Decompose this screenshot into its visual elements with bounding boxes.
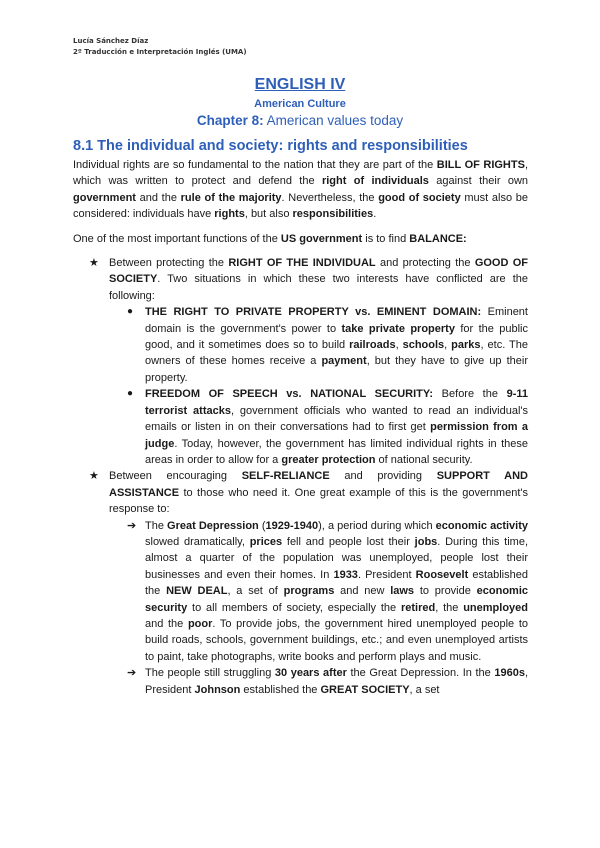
star-list bbox=[73, 255, 528, 698]
section-heading: 8.1 The individual and society: rights and responsibilities bbox=[73, 138, 468, 154]
paragraph-balance: One of the most important functions of the US government is to find BALANCE: bbox=[73, 232, 467, 245]
arrow-item-great-society: ➔ The people still struggling 30 years after the Great Depression. In the 1960s, President Johnson established the GREAT SOCIETY, a set bbox=[127, 667, 528, 696]
arrow-right-icon: ➔ bbox=[127, 667, 137, 680]
star-item-individual-vs-society: ★ Between protecting the RIGHT OF THE INDIVIDUAL and protecting the GOOD OF SOCIETY. Two situations in which these two interests have conflicted are the following: ● THE RIGHT TO PRIVATE PROPERTY vs. EMINENT DOMAIN: Eminent domain is the government's power to take private property for the public good, and it sometimes does so to build railroads, schools, parks, etc. The owners of these homes receive a payment, but they have to give up their property. ● FREEDOM OF SPEECH vs. NATIONAL SECURITY: Before the 9-11 terrorist attacks, government officials who wanted to read an individual's emails or listen in on their conversations had to first get permission from a judge. Today, however, the government has limited individual rights in these areas in order to allow for a greater protection of national security. bbox=[109, 255, 528, 468]
document-body bbox=[73, 157, 528, 698]
document-title: ENGLISH IV bbox=[254, 76, 346, 93]
star-icon: ★ bbox=[89, 470, 99, 483]
bullet-item-eminent-domain: ● THE RIGHT TO PRIVATE PROPERTY vs. EMINENT DOMAIN: Eminent domain is the government's power to take private property for the public good, and it sometimes does so to build railroads, schools, parks, etc. The owners of these homes receive a payment, but they have to give up their property. bbox=[127, 306, 529, 384]
title-block bbox=[0, 75, 600, 130]
arrow-item-great-depression: ➔ The Great Depression (1929-1940), a period during which economic activity slowed dramatically, prices fell and people lost their jobs. During this time, almost a quarter of the population was unemployed, people lost their businesses and even their homes. In 1933. President Roosevelt established the NEW DEAL, a set of programs and new laws to provide economic security to all members of society, especially the retired, the unemployed and the poor. To provide jobs, the government hired unemployed people to build roads, schools, government buildings, etc.; and even unemployed artists to paint, take photographs, write books and perform plays and music. bbox=[127, 519, 528, 663]
arrow-list bbox=[109, 518, 528, 698]
chapter-label: Chapter 8: bbox=[196, 113, 264, 128]
star-icon: ★ bbox=[89, 257, 99, 270]
star-item-self-reliance: ★ Between encouraging SELF-RELIANCE and providing SUPPORT AND ASSISTANCE to those who need it. One great example of this is the government's response to: ➔ The Great Depression (1929-1940), a period during which economic activity slowed dramatically, prices fell and people lost their jobs. During this time, almost a quarter of the population was unemployed, people lost their businesses and even their homes. In 1933. President Roosevelt established the NEW DEAL, a set of programs and new laws to provide economic security to all members of society, especially the retired, the unemployed and the poor. To provide jobs, the government hired unemployed people to build roads, schools, government buildings, etc.; and even unemployed artists to paint, take photographs, write books and perform plays and music. ➔ The people still struggling 30 years after the Great Depression. In the 1960s, President Johnson established the GREAT SOCIETY, a set bbox=[109, 468, 528, 698]
bullet-icon: ● bbox=[127, 388, 134, 400]
bullet-icon: ● bbox=[127, 306, 134, 318]
paragraph-rights: Individual rights are so fundamental to the nation that they are part of the BILL OF RIGHTS, which was written to protect and defend the right of individuals against their own government and the rule of the majority. Nevertheless, the good of society must also be considered: individuals have rights, but also responsibilities. bbox=[73, 159, 529, 221]
author-header bbox=[73, 36, 247, 58]
bullet-list bbox=[109, 304, 528, 468]
bullet-item-national-security: ● FREEDOM OF SPEECH vs. NATIONAL SECURITY: Before the 9-11 terrorist attacks, government officials who wanted to read an individual's emails or listen in on their conversations had to first get permission from a judge. Today, however, the government has limited individual rights in these areas in order to allow for a greater protection of national security. bbox=[127, 388, 529, 466]
chapter-title bbox=[0, 112, 600, 130]
arrow-right-icon: ➔ bbox=[127, 519, 137, 532]
course-name: 2º Traducción e Interpretación Inglés (UMA) bbox=[73, 48, 247, 56]
chapter-name: American values today bbox=[263, 113, 404, 128]
author-name: Lucía Sánchez Díaz bbox=[73, 37, 149, 45]
document-subtitle: American Culture bbox=[254, 98, 346, 110]
